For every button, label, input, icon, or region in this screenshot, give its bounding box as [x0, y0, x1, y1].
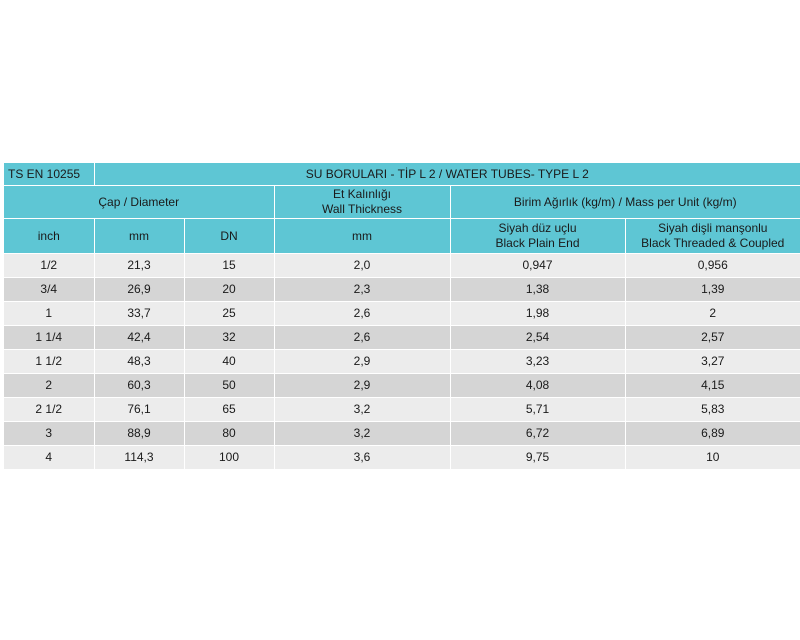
cell-mm: 21,3 — [94, 254, 184, 278]
cell-plain-mass: 1,38 — [450, 278, 625, 302]
cell-dn: 100 — [184, 446, 274, 470]
cell-plain-mass: 0,947 — [450, 254, 625, 278]
col-header-inch: inch — [4, 219, 94, 254]
cell-threaded-mass: 3,27 — [625, 350, 800, 374]
wall-thickness-header-tr: Et Kalınlığı — [332, 187, 392, 201]
table-row — [4, 254, 800, 278]
cell-inch: 4 — [4, 446, 94, 470]
cell-mm: 48,3 — [94, 350, 184, 374]
cell-plain-mass: 5,71 — [450, 398, 625, 422]
table-row — [4, 302, 800, 326]
cell-threaded-mass: 10 — [625, 446, 800, 470]
threaded-label-tr: Siyah dişli manşonlu — [658, 221, 768, 235]
cell-dn: 65 — [184, 398, 274, 422]
cell-threaded-mass: 0,956 — [625, 254, 800, 278]
cell-mm: 42,4 — [94, 326, 184, 350]
wall-thickness-header — [274, 186, 450, 219]
cell-plain-mass: 2,54 — [450, 326, 625, 350]
cell-mm: 76,1 — [94, 398, 184, 422]
cell-dn: 32 — [184, 326, 274, 350]
cell-dn: 25 — [184, 302, 274, 326]
cell-mm: 60,3 — [94, 374, 184, 398]
mass-per-unit-header: Birim Ağırlık (kg/m) / Mass per Unit (kg/m) — [450, 186, 800, 219]
col-header-dn: DN — [184, 219, 274, 254]
diameter-header: Çap / Diameter — [4, 186, 274, 219]
plain-end-label-en: Black Plain End — [495, 236, 580, 250]
cell-wall: 2,3 — [274, 278, 450, 302]
cell-threaded-mass: 5,83 — [625, 398, 800, 422]
cell-threaded-mass: 2 — [625, 302, 800, 326]
col-header-threaded — [625, 219, 800, 254]
standard-code: TS EN 10255 — [4, 163, 94, 186]
col-header-wall-mm: mm — [274, 219, 450, 254]
cell-plain-mass: 4,08 — [450, 374, 625, 398]
cell-inch: 1 — [4, 302, 94, 326]
cell-dn: 15 — [184, 254, 274, 278]
wall-thickness-header-en: Wall Thickness — [321, 202, 403, 216]
cell-threaded-mass: 2,57 — [625, 326, 800, 350]
table-body — [4, 163, 800, 470]
table-row — [4, 278, 800, 302]
header-row-title — [4, 163, 800, 186]
plain-end-label-tr: Siyah düz uçlu — [498, 221, 577, 235]
cell-wall: 2,0 — [274, 254, 450, 278]
cell-threaded-mass: 6,89 — [625, 422, 800, 446]
cell-dn: 80 — [184, 422, 274, 446]
cell-inch: 3 — [4, 422, 94, 446]
cell-mm: 26,9 — [94, 278, 184, 302]
cell-threaded-mass: 4,15 — [625, 374, 800, 398]
table-row — [4, 326, 800, 350]
cell-mm: 114,3 — [94, 446, 184, 470]
table-row — [4, 422, 800, 446]
header-row-groups — [4, 186, 800, 219]
table-row — [4, 398, 800, 422]
cell-wall: 3,2 — [274, 422, 450, 446]
cell-plain-mass: 9,75 — [450, 446, 625, 470]
cell-inch: 2 — [4, 374, 94, 398]
cell-wall: 2,6 — [274, 302, 450, 326]
cell-wall: 3,6 — [274, 446, 450, 470]
cell-mm: 33,7 — [94, 302, 184, 326]
col-header-mm: mm — [94, 219, 184, 254]
col-header-plain-end — [450, 219, 625, 254]
cell-wall: 2,9 — [274, 374, 450, 398]
table-row — [4, 350, 800, 374]
cell-inch: 1 1/4 — [4, 326, 94, 350]
cell-inch: 1 1/2 — [4, 350, 94, 374]
table-title: SU BORULARI - TİP L 2 / WATER TUBES- TYPE L 2 — [94, 163, 800, 186]
cell-mm: 88,9 — [94, 422, 184, 446]
cell-dn: 40 — [184, 350, 274, 374]
table-row — [4, 446, 800, 470]
cell-plain-mass: 3,23 — [450, 350, 625, 374]
cell-inch: 3/4 — [4, 278, 94, 302]
water-tubes-spec-table — [4, 163, 800, 470]
cell-plain-mass: 6,72 — [450, 422, 625, 446]
cell-threaded-mass: 1,39 — [625, 278, 800, 302]
threaded-label-en: Black Threaded & Coupled — [641, 236, 785, 250]
cell-plain-mass: 1,98 — [450, 302, 625, 326]
header-row-columns — [4, 219, 800, 254]
cell-wall: 2,9 — [274, 350, 450, 374]
cell-wall: 2,6 — [274, 326, 450, 350]
cell-dn: 20 — [184, 278, 274, 302]
cell-inch: 2 1/2 — [4, 398, 94, 422]
cell-wall: 3,2 — [274, 398, 450, 422]
cell-inch: 1/2 — [4, 254, 94, 278]
cell-dn: 50 — [184, 374, 274, 398]
table-row — [4, 374, 800, 398]
